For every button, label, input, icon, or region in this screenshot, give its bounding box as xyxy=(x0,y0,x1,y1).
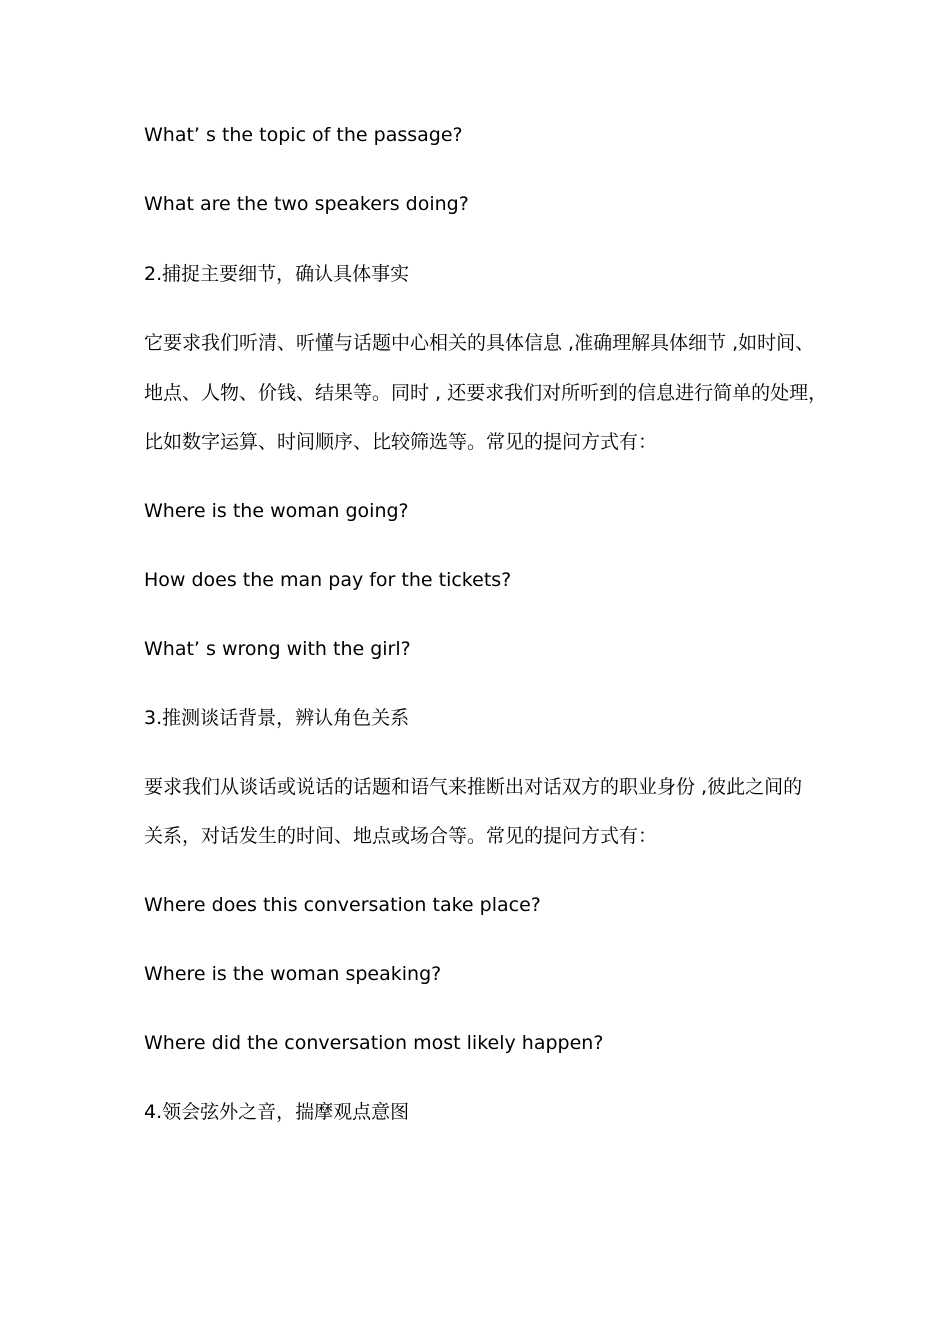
question-pay-tickets: How does the man pay for the tickets? xyxy=(144,569,512,591)
section-heading-4: 4.领会弦外之音，揣摩观点意图 xyxy=(144,1101,410,1123)
question-conversation-place: Where does this conversation take place? xyxy=(144,894,541,916)
paragraph-line: 要求我们从谈话或说话的话题和语气来推断出对话双方的职业身份 ,彼此之间的 xyxy=(144,776,803,798)
section-heading-3: 3.推测谈话背景，辨认角色关系 xyxy=(144,707,410,729)
question-woman-going: Where is the woman going? xyxy=(144,500,409,522)
paragraph-line: 它要求我们听清、听懂与话题中心相关的具体信息 ,准确理解具体细节 ,如时间、 xyxy=(144,332,815,354)
paragraph-line: 地点、人物、价钱、结果等。同时 , 还要求我们对所听到的信息进行简单的处理， xyxy=(144,382,828,404)
question-woman-speaking: Where is the woman speaking? xyxy=(144,963,442,985)
question-conversation-happen: Where did the conversation most likely happen? xyxy=(144,1032,604,1054)
question-topic: What’ s the topic of the passage? xyxy=(144,124,463,146)
paragraph-line: 关系，对话发生的时间、地点或场合等。常见的提问方式有： xyxy=(144,825,658,847)
question-speakers-doing: What are the two speakers doing? xyxy=(144,193,469,215)
question-wrong-girl: What’ s wrong with the girl? xyxy=(144,638,411,660)
section-heading-2: 2.捕捉主要细节，确认具体事实 xyxy=(144,263,410,285)
paragraph-line: 比如数字运算、时间顺序、比较筛选等。常见的提问方式有： xyxy=(144,431,658,453)
